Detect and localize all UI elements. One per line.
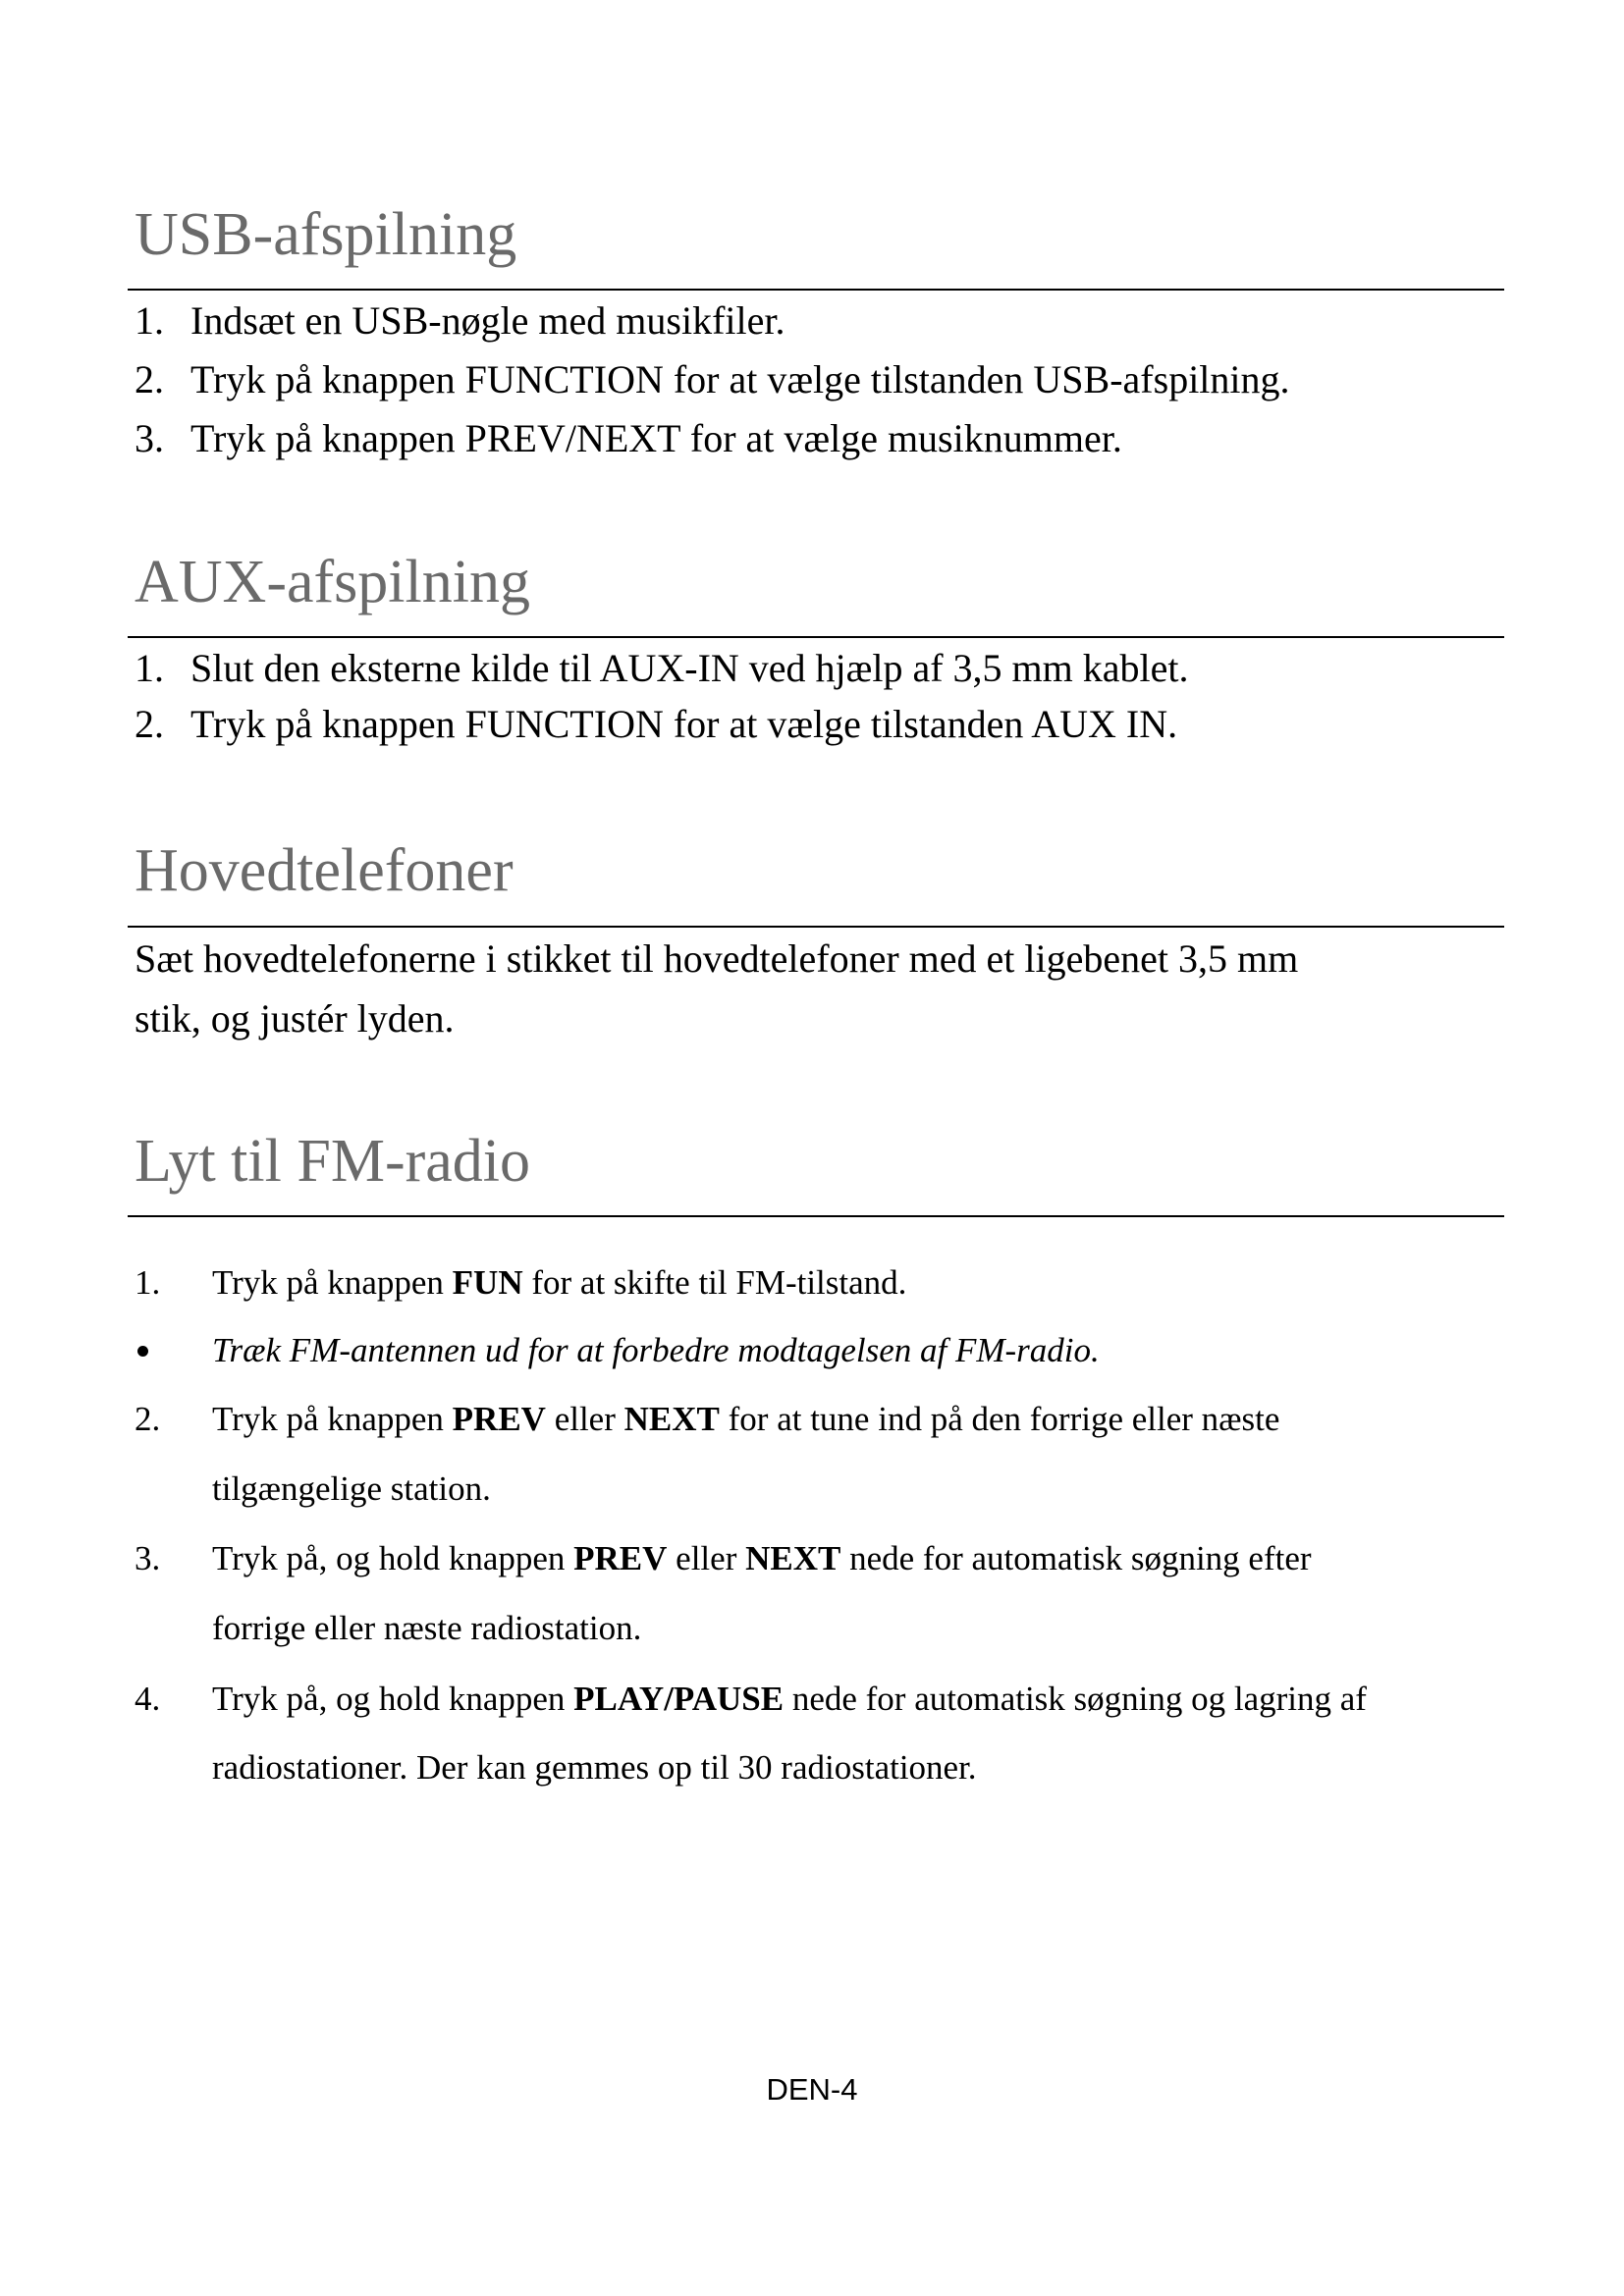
fm-step-1: 1. Tryk på knappen FUN for at skifte til FM-tilstand.: [135, 1263, 907, 1302]
fm-step-2-cont: tilgængelige station.: [212, 1469, 491, 1508]
page-number: DEN-4: [766, 2072, 858, 2107]
headphones-text-line-1: Sæt hovedtelefonerne i stikket til hovedtelefoner med et ligebenet 3,5 mm: [135, 936, 1299, 981]
aux-item-1: 1. Slut den eksterne kilde til AUX-IN ved hjælp af 3,5 mm kablet.: [135, 646, 1189, 690]
aux-heading: AUX-afspilning: [135, 549, 530, 615]
usb-item-3: 3. Tryk på knappen PREV/NEXT for at vælge musiknummer.: [135, 416, 1122, 460]
headphones-text-line-2: stik, og justér lyden.: [135, 996, 455, 1041]
usb-item-2: 2. Tryk på knappen FUNCTION for at vælge tilstanden USB-afspilning.: [135, 357, 1290, 401]
fm-step-3: 3. Tryk på, og hold knappen PREV eller NEXT nede for automatisk søgning efter: [135, 1539, 1312, 1577]
fm-note: Træk FM-antennen ud for at forbedre modtagelsen af FM-radio.: [212, 1331, 1100, 1369]
fm-step-3-cont: forrige eller næste radiostation.: [212, 1609, 642, 1647]
aux-item-2: 2. Tryk på knappen FUNCTION for at vælge tilstanden AUX IN.: [135, 702, 1178, 746]
usb-rule: [128, 289, 1504, 291]
fm-rule: [128, 1215, 1504, 1217]
headphones-heading: Hovedtelefoner: [135, 837, 514, 904]
usb-item-1: 1. Indsæt en USB-nøgle med musikfiler.: [135, 298, 785, 343]
fm-step-2: 2. Tryk på knappen PREV eller NEXT for at tune ind på den forrige eller næste: [135, 1400, 1280, 1438]
fm-heading: Lyt til FM-radio: [135, 1128, 530, 1195]
fm-note-bullet: [137, 1346, 148, 1357]
aux-rule: [128, 636, 1504, 638]
fm-step-4-cont: radiostationer. Der kan gemmes op til 30 radiostationer.: [212, 1748, 977, 1787]
fm-step-4: 4. Tryk på, og hold knappen PLAY/PAUSE nede for automatisk søgning og lagring af: [135, 1680, 1367, 1718]
headphones-rule: [128, 926, 1504, 928]
usb-heading: USB-afspilning: [135, 201, 517, 268]
